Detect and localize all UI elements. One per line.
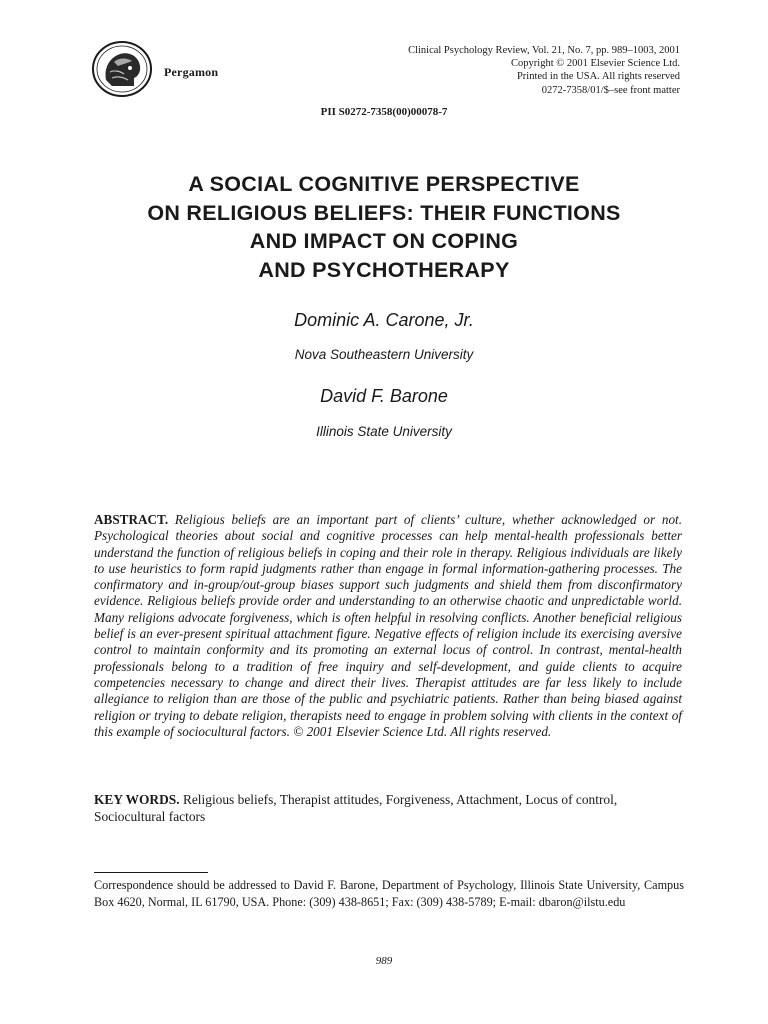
author-affiliation: Nova Southeastern University <box>294 347 474 362</box>
author-affiliation: Illinois State University <box>316 424 452 439</box>
publisher-name: Pergamon <box>164 65 219 79</box>
publisher-logo <box>90 40 230 100</box>
abstract-label: ABSTRACT. <box>94 512 169 527</box>
journal-citation <box>340 44 680 97</box>
footnote-rule <box>94 872 208 873</box>
journal-line: 0272-7358/01/$–see front matter <box>541 84 680 96</box>
author-name: Dominic A. Carone, Jr. <box>294 310 474 330</box>
journal-line: Copyright © 2001 Elsevier Science Ltd. <box>511 58 680 70</box>
journal-line: Clinical Psychology Review, Vol. 21, No. 7, pp. 989–1003, 2001 <box>408 45 680 56</box>
abstract-text: Religious beliefs are an important part of clients’ culture, whether acknowledged or not. Psychological theories about social and cognitive processes can help mental-health professionals better understand the function of religious beliefs in coping and their role in therapy. Religious individuals are likely to use heuristics to form rapid judgments rather than engage in formal information-gathering processes. The confirmatory and in-group/out-group biases support such judgments and shield them from disconfirmatory evidence. Religious beliefs provide order and understanding to an otherwise chaotic and unpredictable world. Many religions advocate forgiveness, which is often helpful in resolving conflicts. Another beneficial religious belief is an ever-present spiritual attachment figure. Negative effects of religion include its exercising aversive control to maintain conformity and its promoting an external locus of control. In contrast, mental-health professionals belong to a tradition of free inquiry and self-development, and guide clients to acquire competencies necessary to change and direct their lives. Therapist attitudes are far less likely to include allegiance to religion than are those of the public and psychiatric patients. Rather than being biased against religion or trying to debate religion, therapists need to engage in problem solving with clients in the context of this example of sociocultural factors. © 2001 Elsevier Science Ltd. All rights reserved. <box>94 512 683 739</box>
title-line: AND IMPACT ON COPING <box>249 229 519 253</box>
title-line: ON RELIGIOUS BELIEFS: THEIR FUNCTIONS <box>147 200 621 225</box>
journal-line: Printed in the USA. All rights reserved <box>516 71 680 83</box>
keywords-text: Religious beliefs, Therapist attitudes, Forgiveness, Attachment, Locus of control, Sociocultural factors <box>94 792 618 824</box>
title-line: A SOCIAL COGNITIVE PERSPECTIVE <box>188 172 580 196</box>
keywords <box>94 791 684 825</box>
correspondence-footnote: Correspondence should be addressed to David F. Barone, Department of Psychology, Illinois State University, Campus Box 4620, Normal, IL 61790, USA. Phone: (309) 438-8651; Fax: (309) 438-5789; E-mail: dbaron@ilstu.edu <box>94 878 684 909</box>
page-number: 989 <box>375 955 393 967</box>
abstract <box>94 512 682 740</box>
title-line: AND PSYCHOTHERAPY <box>258 257 510 282</box>
paper-title <box>60 170 708 284</box>
pii-identifier: PII S0272-7358(00)00078-7 <box>320 106 448 118</box>
elsevier-tree-icon <box>90 40 154 98</box>
author-name: David F. Barone <box>320 386 448 406</box>
keywords-label: KEY WORDS. <box>94 792 180 807</box>
